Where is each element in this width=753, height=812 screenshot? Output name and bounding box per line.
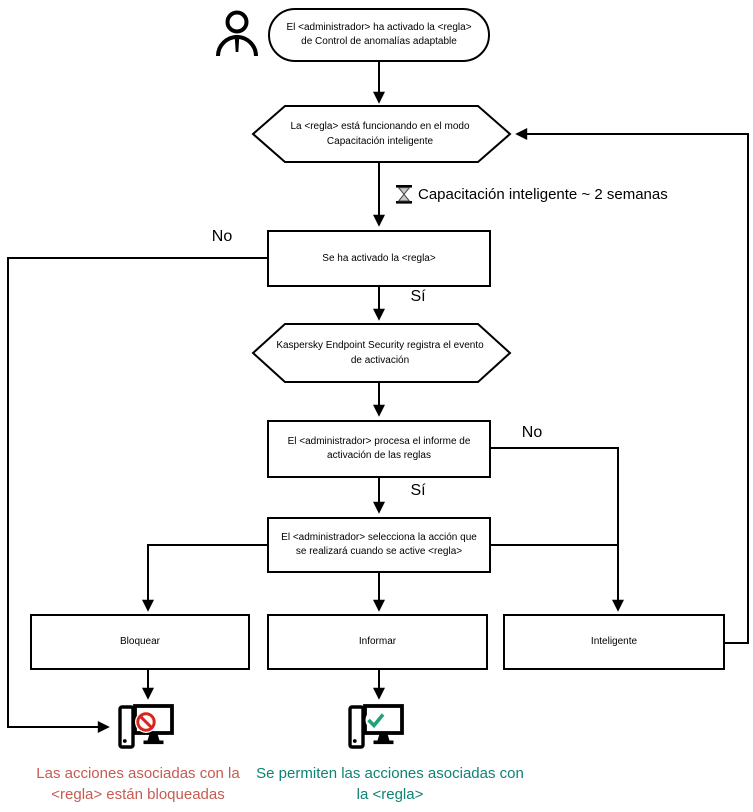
node-mode-label: La <regla> está funcionando en el modo Capacitación inteligente [290,121,470,147]
computer-blocked-icon [120,706,172,747]
edge-label-si-top: Sí [410,288,426,305]
outcome-allowed-text: Se permiten las acciones asociadas con la <regla> [256,765,524,803]
hourglass-icon [396,185,412,204]
connector-selects-to-block [148,545,267,610]
node-selects: El <administrador> selecciona la acción que se realizará cuando se active <regla> [267,517,491,573]
node-start-line1: El <administrador> ha activado la <regla> [286,22,472,33]
node-block: Bloquear [30,614,250,670]
connector-smart-loop-to-mode [517,134,748,643]
connector-no-right-to-smart [491,448,618,610]
computer-allowed-icon [350,706,402,747]
edge-label-no-left: No [211,228,233,245]
timer-label: Capacitación inteligente ~ 2 semanas [418,186,668,203]
node-registers-label: Kaspersky Endpoint Security registra el evento de activación [276,340,484,366]
node-inform: Informar [267,614,488,670]
node-triggered: Se ha activado la <regla> [267,230,491,287]
node-start-line2: de Control de anomalías adaptable [301,36,457,47]
outcome-blocked-text: Las acciones asociadas con la <regla> están bloqueadas [36,765,240,803]
edge-label-si-bottom: Sí [410,482,426,499]
node-smart: Inteligente [503,614,725,670]
node-processes: El <administrador> procesa el informe de activación de las reglas [267,420,491,478]
edge-label-no-right: No [521,424,543,441]
node-start [268,8,490,62]
user-icon [218,13,256,57]
